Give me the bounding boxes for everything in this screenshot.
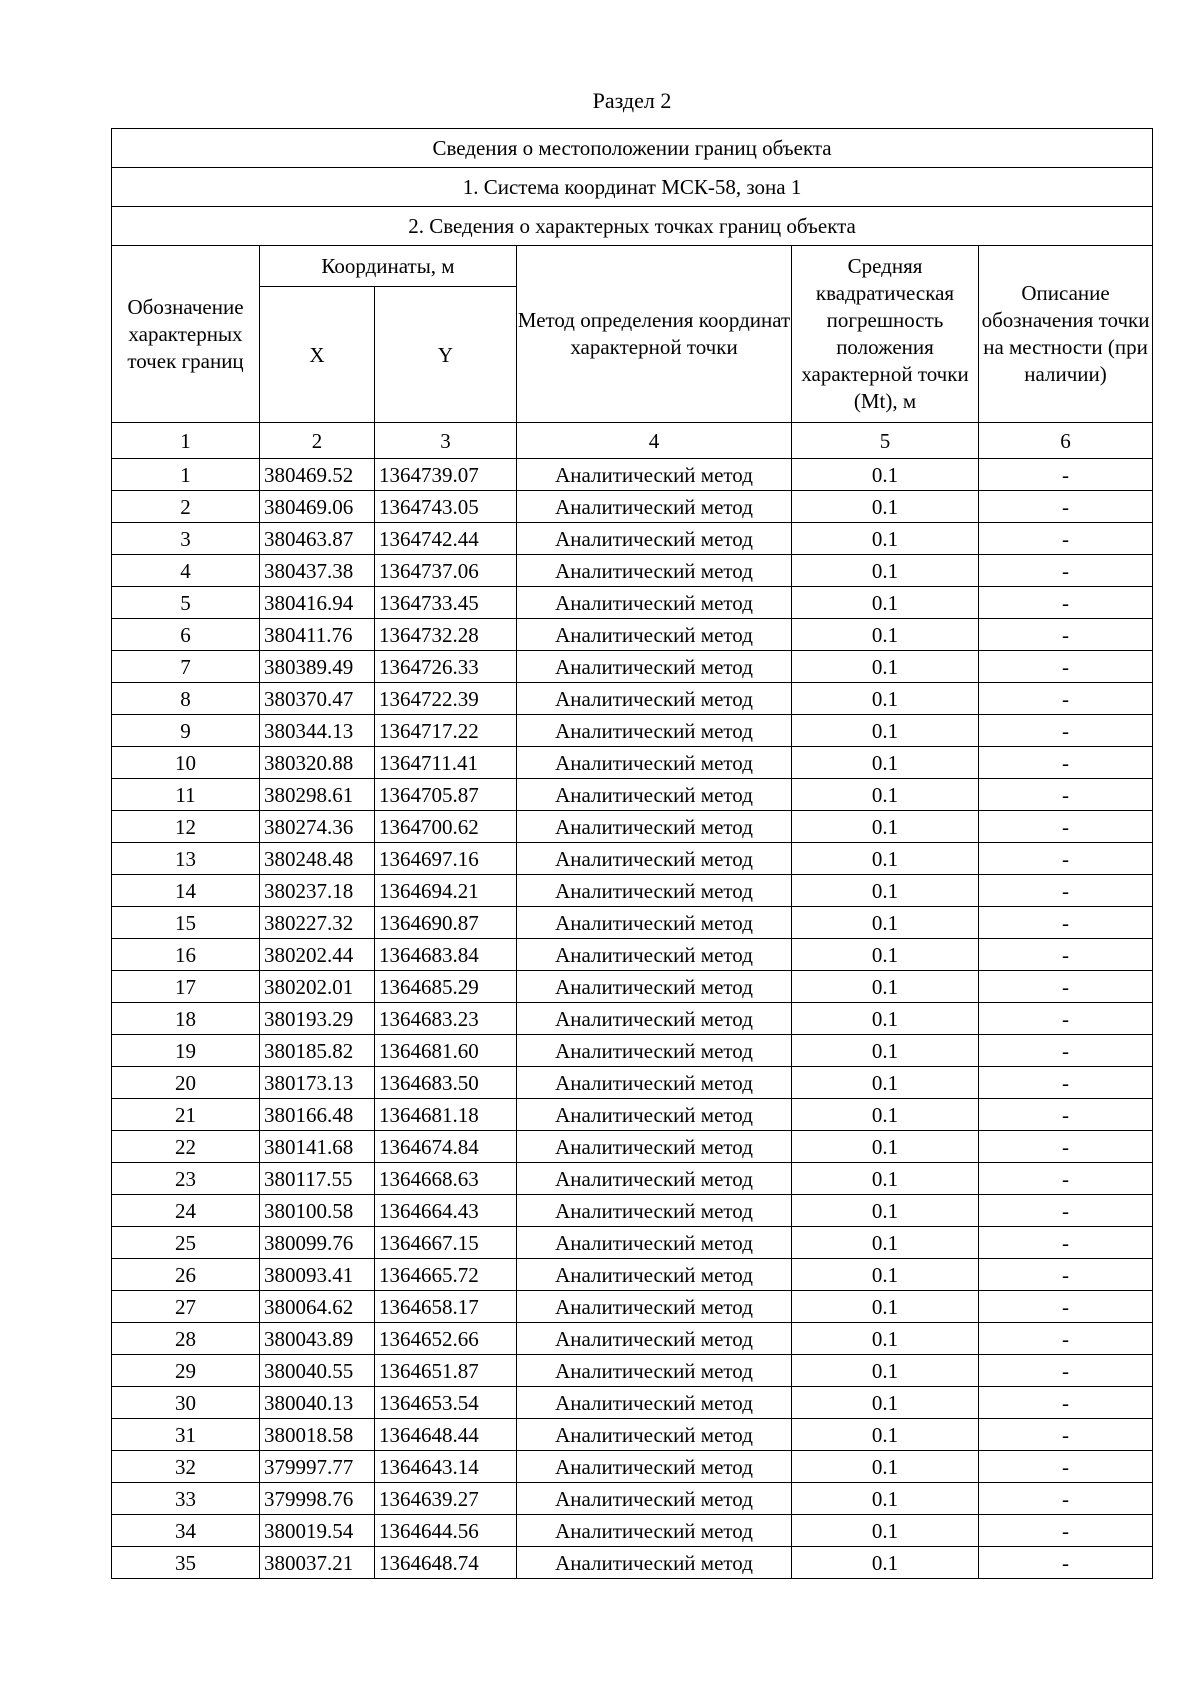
table-row	[112, 587, 1153, 619]
point-method: Аналитический метод	[517, 587, 792, 619]
column-number: 4	[517, 423, 792, 459]
point-description: -	[979, 1515, 1153, 1547]
header-error: Средняя квадратическая погрешность положения характерной точки (Mt), м	[792, 246, 979, 423]
point-description: -	[979, 1451, 1153, 1483]
point-description: -	[979, 1547, 1153, 1579]
point-y: 1364648.44	[375, 1419, 517, 1451]
header-x: X	[260, 287, 375, 423]
point-y: 1364700.62	[375, 811, 517, 843]
point-method: Аналитический метод	[517, 555, 792, 587]
point-x: 380117.55	[260, 1163, 375, 1195]
point-method: Аналитический метод	[517, 907, 792, 939]
point-method: Аналитический метод	[517, 779, 792, 811]
table-row	[112, 1259, 1153, 1291]
point-x: 380389.49	[260, 651, 375, 683]
table-row	[112, 811, 1153, 843]
table-row	[112, 683, 1153, 715]
point-error: 0.1	[792, 1291, 979, 1323]
point-error: 0.1	[792, 1099, 979, 1131]
point-description: -	[979, 1291, 1153, 1323]
table-row	[112, 459, 1153, 491]
point-x: 380411.76	[260, 619, 375, 651]
point-id: 8	[112, 683, 260, 715]
point-x: 380437.38	[260, 555, 375, 587]
table-row	[112, 1323, 1153, 1355]
point-error: 0.1	[792, 1451, 979, 1483]
table-row	[112, 523, 1153, 555]
point-id: 35	[112, 1547, 260, 1579]
point-error: 0.1	[792, 1035, 979, 1067]
point-y: 1364726.33	[375, 651, 517, 683]
point-description: -	[979, 683, 1153, 715]
point-id: 6	[112, 619, 260, 651]
point-id: 24	[112, 1195, 260, 1227]
point-y: 1364664.43	[375, 1195, 517, 1227]
point-method: Аналитический метод	[517, 747, 792, 779]
point-description: -	[979, 1163, 1153, 1195]
table-row	[112, 1227, 1153, 1259]
point-error: 0.1	[792, 907, 979, 939]
point-id: 32	[112, 1451, 260, 1483]
point-description: -	[979, 1067, 1153, 1099]
table-title: Сведения о местоположении границ объекта	[112, 129, 1153, 168]
point-method: Аналитический метод	[517, 875, 792, 907]
table-row	[112, 875, 1153, 907]
point-description: -	[979, 619, 1153, 651]
point-x: 380227.32	[260, 907, 375, 939]
point-y: 1364685.29	[375, 971, 517, 1003]
point-id: 19	[112, 1035, 260, 1067]
point-method: Аналитический метод	[517, 1355, 792, 1387]
point-description: -	[979, 715, 1153, 747]
table-row	[112, 971, 1153, 1003]
point-description: -	[979, 1099, 1153, 1131]
point-method: Аналитический метод	[517, 1227, 792, 1259]
point-x: 380185.82	[260, 1035, 375, 1067]
point-id: 26	[112, 1259, 260, 1291]
point-y: 1364683.84	[375, 939, 517, 971]
point-x: 380040.55	[260, 1355, 375, 1387]
point-error: 0.1	[792, 1003, 979, 1035]
table-row	[112, 1003, 1153, 1035]
point-id: 15	[112, 907, 260, 939]
point-x: 380469.52	[260, 459, 375, 491]
point-method: Аналитический метод	[517, 1003, 792, 1035]
point-method: Аналитический метод	[517, 1259, 792, 1291]
point-y: 1364717.22	[375, 715, 517, 747]
table-row	[112, 1163, 1153, 1195]
point-x: 380237.18	[260, 875, 375, 907]
point-id: 11	[112, 779, 260, 811]
point-x: 380173.13	[260, 1067, 375, 1099]
point-method: Аналитический метод	[517, 619, 792, 651]
point-x: 379998.76	[260, 1483, 375, 1515]
point-description: -	[979, 459, 1153, 491]
point-error: 0.1	[792, 715, 979, 747]
point-id: 21	[112, 1099, 260, 1131]
point-description: -	[979, 971, 1153, 1003]
point-description: -	[979, 843, 1153, 875]
point-id: 34	[112, 1515, 260, 1547]
point-method: Аналитический метод	[517, 1323, 792, 1355]
point-method: Аналитический метод	[517, 1483, 792, 1515]
point-method: Аналитический метод	[517, 715, 792, 747]
point-description: -	[979, 875, 1153, 907]
point-x: 380099.76	[260, 1227, 375, 1259]
point-y: 1364722.39	[375, 683, 517, 715]
point-y: 1364652.66	[375, 1323, 517, 1355]
table-row	[112, 651, 1153, 683]
point-y: 1364732.28	[375, 619, 517, 651]
point-error: 0.1	[792, 523, 979, 555]
point-method: Аналитический метод	[517, 1163, 792, 1195]
point-description: -	[979, 1387, 1153, 1419]
point-id: 27	[112, 1291, 260, 1323]
table-row	[112, 1483, 1153, 1515]
point-method: Аналитический метод	[517, 1419, 792, 1451]
point-id: 22	[112, 1131, 260, 1163]
point-description: -	[979, 491, 1153, 523]
point-error: 0.1	[792, 747, 979, 779]
point-y: 1364705.87	[375, 779, 517, 811]
point-id: 9	[112, 715, 260, 747]
point-x: 380019.54	[260, 1515, 375, 1547]
point-id: 23	[112, 1163, 260, 1195]
table-row	[112, 939, 1153, 971]
point-method: Аналитический метод	[517, 1547, 792, 1579]
point-description: -	[979, 1419, 1153, 1451]
point-y: 1364739.07	[375, 459, 517, 491]
point-x: 380093.41	[260, 1259, 375, 1291]
table-row	[112, 1099, 1153, 1131]
point-description: -	[979, 1323, 1153, 1355]
point-y: 1364681.60	[375, 1035, 517, 1067]
points-body	[112, 459, 1153, 1579]
point-y: 1364658.17	[375, 1291, 517, 1323]
point-id: 10	[112, 747, 260, 779]
point-y: 1364665.72	[375, 1259, 517, 1291]
point-id: 12	[112, 811, 260, 843]
point-description: -	[979, 747, 1153, 779]
point-x: 380344.13	[260, 715, 375, 747]
point-id: 20	[112, 1067, 260, 1099]
table-row	[112, 555, 1153, 587]
point-error: 0.1	[792, 1387, 979, 1419]
point-id: 7	[112, 651, 260, 683]
coordinate-system: 1. Система координат МСК-58, зона 1	[112, 168, 1153, 207]
point-method: Аналитический метод	[517, 459, 792, 491]
point-error: 0.1	[792, 555, 979, 587]
point-error: 0.1	[792, 875, 979, 907]
point-y: 1364742.44	[375, 523, 517, 555]
point-y: 1364743.05	[375, 491, 517, 523]
point-id: 3	[112, 523, 260, 555]
point-id: 28	[112, 1323, 260, 1355]
point-description: -	[979, 523, 1153, 555]
point-method: Аналитический метод	[517, 1291, 792, 1323]
point-x: 380298.61	[260, 779, 375, 811]
point-id: 4	[112, 555, 260, 587]
table-row	[112, 1419, 1153, 1451]
point-method: Аналитический метод	[517, 1515, 792, 1547]
point-method: Аналитический метод	[517, 1195, 792, 1227]
point-id: 25	[112, 1227, 260, 1259]
point-description: -	[979, 1035, 1153, 1067]
point-y: 1364737.06	[375, 555, 517, 587]
header-designation: Обозначение характерных точек границ	[112, 246, 260, 423]
point-y: 1364653.54	[375, 1387, 517, 1419]
table-row	[112, 779, 1153, 811]
point-method: Аналитический метод	[517, 1387, 792, 1419]
table-row	[112, 747, 1153, 779]
point-error: 0.1	[792, 811, 979, 843]
table-row	[112, 1515, 1153, 1547]
point-method: Аналитический метод	[517, 971, 792, 1003]
point-y: 1364694.21	[375, 875, 517, 907]
point-method: Аналитический метод	[517, 1035, 792, 1067]
point-description: -	[979, 1259, 1153, 1291]
point-description: -	[979, 651, 1153, 683]
point-x: 380064.62	[260, 1291, 375, 1323]
point-id: 14	[112, 875, 260, 907]
point-x: 380320.88	[260, 747, 375, 779]
point-y: 1364690.87	[375, 907, 517, 939]
point-y: 1364668.63	[375, 1163, 517, 1195]
point-error: 0.1	[792, 843, 979, 875]
point-error: 0.1	[792, 1355, 979, 1387]
point-x: 380463.87	[260, 523, 375, 555]
table-row	[112, 907, 1153, 939]
point-method: Аналитический метод	[517, 523, 792, 555]
point-x: 380100.58	[260, 1195, 375, 1227]
point-error: 0.1	[792, 619, 979, 651]
point-method: Аналитический метод	[517, 1131, 792, 1163]
point-error: 0.1	[792, 1131, 979, 1163]
point-method: Аналитический метод	[517, 491, 792, 523]
column-number: 3	[375, 423, 517, 459]
point-error: 0.1	[792, 1259, 979, 1291]
point-x: 380370.47	[260, 683, 375, 715]
table-row	[112, 715, 1153, 747]
point-description: -	[979, 1483, 1153, 1515]
header-method: Метод определения координат характерной точки	[517, 246, 792, 423]
point-description: -	[979, 811, 1153, 843]
column-number: 5	[792, 423, 979, 459]
point-method: Аналитический метод	[517, 1067, 792, 1099]
table-row	[112, 1291, 1153, 1323]
point-description: -	[979, 555, 1153, 587]
point-error: 0.1	[792, 1163, 979, 1195]
point-description: -	[979, 779, 1153, 811]
point-x: 380141.68	[260, 1131, 375, 1163]
point-error: 0.1	[792, 1483, 979, 1515]
point-id: 1	[112, 459, 260, 491]
table-row	[112, 1195, 1153, 1227]
point-error: 0.1	[792, 939, 979, 971]
point-id: 17	[112, 971, 260, 1003]
point-description: -	[979, 1195, 1153, 1227]
point-error: 0.1	[792, 1067, 979, 1099]
table-row	[112, 1451, 1153, 1483]
header-description: Описание обозначения точки на местности (при наличии)	[979, 246, 1153, 423]
section-title: Раздел 2	[592, 88, 672, 113]
point-error: 0.1	[792, 971, 979, 1003]
column-number: 2	[260, 423, 375, 459]
table-row	[112, 1355, 1153, 1387]
table-row	[112, 843, 1153, 875]
point-description: -	[979, 1003, 1153, 1035]
point-x: 379997.77	[260, 1451, 375, 1483]
point-y: 1364674.84	[375, 1131, 517, 1163]
point-x: 380202.01	[260, 971, 375, 1003]
point-error: 0.1	[792, 459, 979, 491]
point-id: 33	[112, 1483, 260, 1515]
point-method: Аналитический метод	[517, 939, 792, 971]
point-y: 1364697.16	[375, 843, 517, 875]
point-method: Аналитический метод	[517, 843, 792, 875]
point-id: 31	[112, 1419, 260, 1451]
column-number: 6	[979, 423, 1153, 459]
boundary-points-table	[111, 128, 1153, 1579]
point-x: 380040.13	[260, 1387, 375, 1419]
point-error: 0.1	[792, 683, 979, 715]
points-section-title: 2. Сведения о характерных точках границ объекта	[112, 207, 1153, 246]
point-y: 1364667.15	[375, 1227, 517, 1259]
point-x: 380469.06	[260, 491, 375, 523]
point-x: 380037.21	[260, 1547, 375, 1579]
point-id: 30	[112, 1387, 260, 1419]
point-description: -	[979, 1227, 1153, 1259]
point-description: -	[979, 1355, 1153, 1387]
point-id: 29	[112, 1355, 260, 1387]
point-error: 0.1	[792, 779, 979, 811]
point-method: Аналитический метод	[517, 651, 792, 683]
header-coordinates: Координаты, м	[260, 246, 517, 287]
point-x: 380274.36	[260, 811, 375, 843]
point-method: Аналитический метод	[517, 683, 792, 715]
point-error: 0.1	[792, 1547, 979, 1579]
point-x: 380018.58	[260, 1419, 375, 1451]
point-y: 1364683.50	[375, 1067, 517, 1099]
point-error: 0.1	[792, 651, 979, 683]
point-id: 2	[112, 491, 260, 523]
point-x: 380043.89	[260, 1323, 375, 1355]
table-row	[112, 1387, 1153, 1419]
table-row	[112, 1035, 1153, 1067]
point-y: 1364643.14	[375, 1451, 517, 1483]
point-description: -	[979, 939, 1153, 971]
point-y: 1364644.56	[375, 1515, 517, 1547]
point-x: 380416.94	[260, 587, 375, 619]
point-error: 0.1	[792, 587, 979, 619]
point-id: 18	[112, 1003, 260, 1035]
point-error: 0.1	[792, 491, 979, 523]
point-x: 380193.29	[260, 1003, 375, 1035]
point-description: -	[979, 907, 1153, 939]
point-description: -	[979, 1131, 1153, 1163]
header-y: Y	[375, 287, 517, 423]
point-y: 1364733.45	[375, 587, 517, 619]
point-y: 1364711.41	[375, 747, 517, 779]
point-error: 0.1	[792, 1227, 979, 1259]
point-id: 5	[112, 587, 260, 619]
point-error: 0.1	[792, 1419, 979, 1451]
table-row	[112, 1067, 1153, 1099]
point-error: 0.1	[792, 1323, 979, 1355]
table-row	[112, 491, 1153, 523]
point-error: 0.1	[792, 1195, 979, 1227]
point-method: Аналитический метод	[517, 1451, 792, 1483]
point-id: 16	[112, 939, 260, 971]
point-y: 1364648.74	[375, 1547, 517, 1579]
point-y: 1364651.87	[375, 1355, 517, 1387]
point-id: 13	[112, 843, 260, 875]
point-y: 1364681.18	[375, 1099, 517, 1131]
point-x: 380202.44	[260, 939, 375, 971]
point-method: Аналитический метод	[517, 811, 792, 843]
point-x: 380166.48	[260, 1099, 375, 1131]
point-error: 0.1	[792, 1515, 979, 1547]
point-y: 1364639.27	[375, 1483, 517, 1515]
column-number: 1	[112, 423, 260, 459]
point-y: 1364683.23	[375, 1003, 517, 1035]
point-method: Аналитический метод	[517, 1099, 792, 1131]
point-x: 380248.48	[260, 843, 375, 875]
table-row	[112, 1547, 1153, 1579]
table-row	[112, 619, 1153, 651]
table-row	[112, 1131, 1153, 1163]
point-description: -	[979, 587, 1153, 619]
